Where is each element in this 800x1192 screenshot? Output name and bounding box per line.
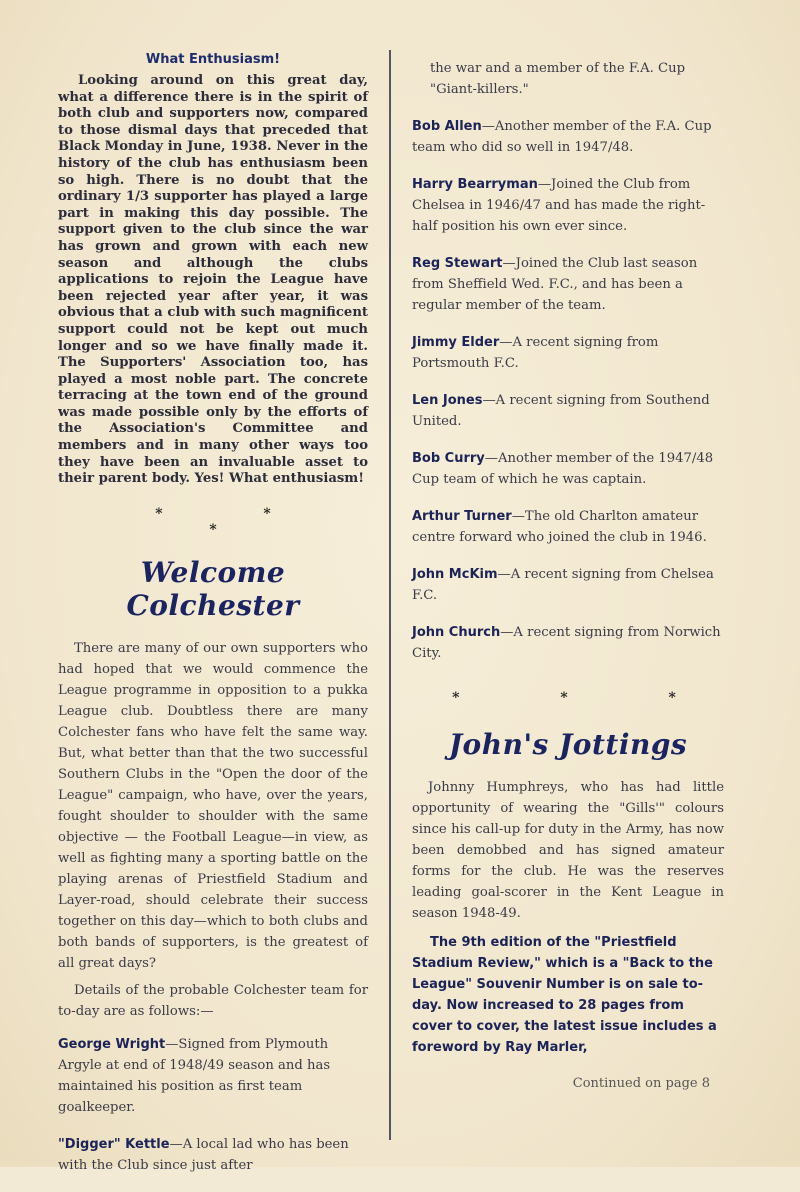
- enthusiasm-body: Looking around on this great day, what a difference there is in the spirit of both club and supporters now, compared to those dismal days that preceded that Black Monday in June, 1938. Never in the history of the club has enthusiasm been so high. There is no doubt that the ordinary 1/3 supporter has played a large part in making this day possible. The support given to the club since the war has grown and grown with each new season and although the clubs applications to rejoin the League have been rejected year after year, it was obvious that a club with such magnificent support could not be kept out much longer and so we have finally made it. The Supporters' Association too, has played a most noble part. The concrete terracing at the town end of the ground was made possible only by the efforts of the Association's Committee and members and in many other ways too they have been an invaluable asset to their parent body. Yes! What enthusiasm!: [58, 73, 368, 487]
- player-description: —Joined the Club from Chelsea in 1946/47 and has made the right-half position his own ever since.: [412, 177, 706, 234]
- player-entry: [58, 1134, 368, 1176]
- player-entry: [412, 253, 724, 316]
- enthusiasm-heading: What Enthusiasm!: [145, 52, 281, 67]
- player-entry: [58, 1034, 368, 1118]
- player-name: Bob Allen: [412, 119, 482, 134]
- player-entry: [412, 564, 724, 606]
- player-description: —The old Charlton amateur centre forward who joined the club in 1946.: [412, 509, 707, 545]
- player-name: Jimmy Elder: [412, 335, 500, 350]
- review-notice: The 9th edition of the "Priestfield Stadium Review," which is a "Back to the League" Souvenir Number is on sale to-day. Now increased to 28 pages from cover to cover, the latest issue includes a foreword by Ray Marler,: [412, 935, 717, 1055]
- right-column: [412, 58, 724, 1091]
- player-entry: [412, 506, 724, 548]
- player-description: —A recent signing from Portsmouth F.C.: [412, 335, 659, 371]
- player-name: Len Jones: [412, 393, 483, 408]
- welcome-colchester-heading: Welcome Colchester: [126, 555, 300, 622]
- player-description: —A local lad who has been with the Club since just after: [58, 1136, 349, 1173]
- continuation-text: the war and a member of the F.A. Cup "Giant-killers.": [430, 61, 686, 97]
- player-entry: [412, 332, 724, 374]
- player-name: John McKim: [412, 567, 498, 582]
- player-entry: [412, 622, 724, 664]
- player-name: George Wright: [58, 1036, 166, 1052]
- column-divider: [389, 50, 391, 1140]
- left-player-list: [58, 1034, 368, 1176]
- jottings-body: Johnny Humphreys, who has had little opportunity of wearing the "Gills'" colours since his call-up for duty in the Army, has now been demobbed and has signed amateur forms for the club. He was the reserves leading goal-scorer in the Kent League in season 1948-49.: [412, 780, 724, 921]
- player-description: —A recent signing from Norwich City.: [412, 625, 721, 661]
- welcome-body: There are many of our own supporters who had hoped that we would commence the League programme in opposition to a pukka League club. Doubtless there are many Colchester fans who have felt the same way. But, what better than that the two successful Southern Clubs in the "Open the door of the League" campaign, who have, over the years, fought shoulder to shoulder with the same objective — the Football League—in view, as well as fighting many a sporting battle on the playing arenas of Priestfield Stadium and Layer-road, should celebrate their success together on this day—which to both clubs and both bands of supporters, is the greatest of all great days?: [58, 640, 368, 971]
- player-description: —Another member of the F.A. Cup team who did so well in 1947/48.: [412, 119, 712, 155]
- player-description: —A recent signing from Southend United.: [412, 393, 710, 429]
- player-name: John Church: [412, 625, 501, 640]
- right-player-list: [412, 116, 724, 664]
- details-text: Details of the probable Colchester team for to-day are as follows:—: [58, 982, 368, 1019]
- player-description: —Signed from Plymouth Argyle at end of 1948/49 season and has maintained his position as first team goalkeeper.: [58, 1036, 331, 1115]
- player-name: Harry Bearryman: [412, 177, 538, 192]
- player-description: —Another member of the 1947/48 Cup team of which he was captain.: [412, 451, 714, 487]
- section-stars: * * *: [452, 690, 724, 706]
- johns-jottings-heading: John's Jottings: [448, 728, 688, 761]
- section-stars: * * *: [155, 505, 319, 538]
- player-entry: [412, 116, 724, 158]
- player-name: Bob Curry: [412, 451, 485, 466]
- player-name: "Digger" Kettle: [58, 1136, 170, 1152]
- player-entry: [412, 448, 724, 490]
- player-description: —Joined the Club last season from Sheffield Wed. F.C., and has been a regular member of the team.: [412, 256, 698, 313]
- player-entry: [412, 390, 724, 432]
- left-column: [58, 52, 368, 1192]
- continued-note: Continued on page 8: [572, 1076, 710, 1091]
- player-name: Reg Stewart: [412, 256, 503, 271]
- player-name: Arthur Turner: [412, 509, 512, 524]
- player-entry: [412, 174, 724, 237]
- player-description: —A recent signing from Chelsea F.C.: [412, 567, 714, 603]
